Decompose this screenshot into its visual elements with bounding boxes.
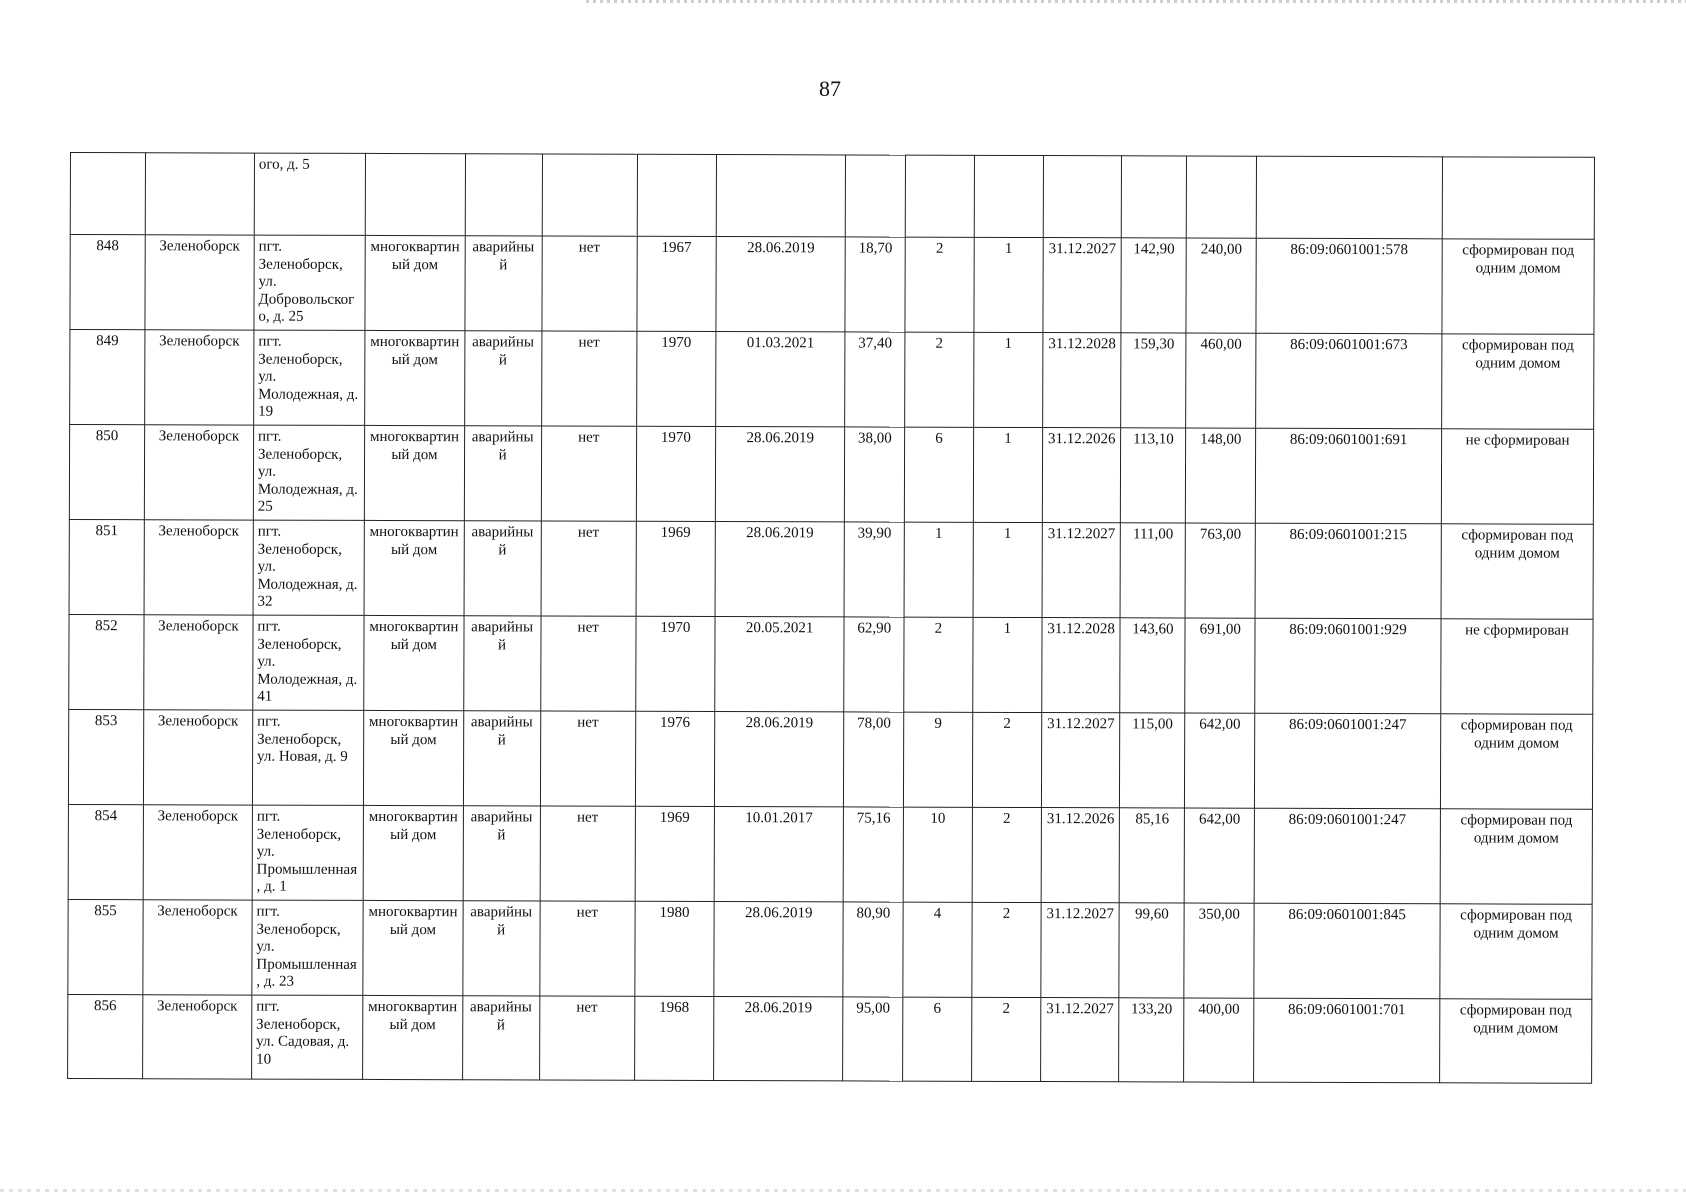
cell-row-number: 850: [69, 425, 144, 520]
cell-settlement: Зеленоборск: [143, 710, 252, 805]
cell-floors: 2: [971, 902, 1041, 997]
cell-house-type: многоквартиный дом: [364, 520, 464, 615]
cell-settlement: Зеленоборск: [143, 900, 252, 995]
cell-land-status: сформирован под одним домом: [1440, 999, 1592, 1083]
cell-row-number: 854: [68, 804, 143, 899]
cell-total-area: [1121, 156, 1186, 238]
cell-house-type: многоквартиный дом: [364, 710, 464, 805]
cell-land-area: 400,00: [1184, 998, 1254, 1082]
cell-floors: 1: [973, 332, 1043, 427]
cell-house-type: многоквартиный дом: [363, 900, 463, 995]
cell-land-area: 148,00: [1186, 428, 1256, 523]
cell-area: 38,00: [845, 427, 905, 522]
cell-area: 75,16: [843, 807, 903, 902]
scan-artifact-bottom: [0, 1189, 1686, 1192]
cell-residents: 10: [903, 807, 972, 902]
cell-flag: нет: [541, 331, 636, 426]
cell-row-number: 856: [68, 994, 143, 1078]
cell-floors: 2: [971, 997, 1041, 1081]
cell-total-area: 142,90: [1121, 238, 1187, 333]
cell-resettlement-date: [1043, 156, 1121, 238]
table-row: [69, 614, 1593, 714]
cell-cadastral-number: 86:09:0601001:215: [1255, 523, 1441, 619]
cell-address: пгт. Зеленоборск, ул. Новая, д. 9: [252, 710, 364, 805]
cell-resettlement-date: 31.12.2027: [1041, 903, 1119, 998]
table-row: [70, 330, 1594, 430]
cell-flag: нет: [539, 901, 634, 996]
cell-condition: аварийный: [464, 426, 541, 521]
cell-row-number: 855: [68, 899, 143, 994]
cell-recognition-date: 28.06.2019: [714, 712, 844, 807]
cell-cadastral-number: 86:09:0601001:247: [1254, 808, 1440, 904]
cell-resettlement-date: 31.12.2028: [1042, 618, 1120, 713]
cell-address: пгт. Зеленоборск, ул. Молодежная, д. 32: [253, 520, 365, 615]
cell-land-area: 642,00: [1185, 713, 1255, 808]
cell-residents: 4: [903, 902, 972, 997]
table-row: [68, 899, 1592, 999]
housing-table: [67, 152, 1595, 1084]
cell-house-type: многоквартиный дом: [363, 995, 463, 1079]
cell-total-area: 133,20: [1119, 998, 1184, 1082]
cell-resettlement-date: 31.12.2026: [1042, 428, 1120, 523]
cell-land-area: 691,00: [1185, 618, 1255, 713]
table-row: [70, 153, 1594, 240]
cell-area: 62,90: [844, 617, 904, 712]
cell-house-type: многоквартиный дом: [365, 425, 465, 520]
cell-floors: 1: [973, 427, 1043, 522]
cell-area: [846, 155, 906, 237]
cell-residents: 6: [905, 427, 974, 522]
cell-flag: нет: [540, 711, 635, 806]
cell-settlement: Зеленоборск: [145, 235, 254, 330]
cell-settlement: Зеленоборск: [144, 520, 253, 615]
cell-year-built: 1970: [636, 616, 715, 711]
cell-floors: [974, 155, 1044, 237]
cell-land-area: [1187, 156, 1257, 238]
cell-land-area: 460,00: [1186, 333, 1256, 428]
cell-land-status: не сформирован: [1441, 619, 1593, 714]
cell-year-built: 1969: [635, 806, 714, 901]
cell-land-status: не сформирован: [1441, 429, 1593, 524]
table-row: [69, 519, 1593, 619]
cell-recognition-date: 10.01.2017: [714, 807, 844, 902]
cell-year-built: 1980: [635, 901, 714, 996]
cell-land-area: 240,00: [1186, 238, 1256, 333]
cell-land-area: 642,00: [1185, 808, 1255, 903]
cell-residents: 2: [905, 237, 974, 332]
cell-residents: 9: [904, 712, 973, 807]
cell-residents: [905, 155, 974, 237]
cell-condition: [465, 154, 542, 236]
cell-address: пгт. Зеленоборск, ул. Молодежная, д. 41: [253, 615, 365, 710]
table-row: [68, 709, 1592, 809]
cell-land-area: 350,00: [1184, 903, 1254, 998]
cell-address: пгт. Зеленоборск, ул. Молодежная, д. 19: [254, 330, 366, 425]
cell-recognition-date: 28.06.2019: [715, 522, 845, 617]
cell-land-status: [1442, 157, 1594, 239]
cell-flag: нет: [540, 616, 635, 711]
cell-area: 95,00: [843, 997, 903, 1081]
cell-total-area: 111,00: [1120, 523, 1186, 618]
cell-resettlement-date: 31.12.2027: [1041, 998, 1119, 1082]
cell-settlement: Зеленоборск: [143, 805, 252, 900]
cell-cadastral-number: 86:09:0601001:673: [1256, 333, 1442, 429]
cell-total-area: 159,30: [1121, 333, 1187, 428]
cell-condition: аварийный: [462, 901, 539, 996]
cell-recognition-date: 28.06.2019: [715, 427, 845, 522]
cell-settlement: [145, 153, 254, 235]
cell-settlement: Зеленоборск: [142, 995, 251, 1079]
cell-residents: 2: [904, 617, 973, 712]
cell-recognition-date: 01.03.2021: [716, 332, 846, 427]
table-body: [68, 153, 1595, 1084]
cell-house-type: многоквартиный дом: [365, 330, 465, 425]
cell-floors: 2: [972, 807, 1042, 902]
cell-row-number: 848: [70, 235, 145, 330]
table-container: [67, 152, 1595, 1084]
cell-address: пгт. Зеленоборск, ул. Добровольского, д. 25: [254, 235, 366, 330]
cell-house-type: многоквартиный дом: [363, 805, 463, 900]
cell-cadastral-number: 86:09:0601001:845: [1254, 903, 1440, 999]
cell-resettlement-date: 31.12.2027: [1042, 523, 1120, 618]
cell-total-area: 115,00: [1120, 713, 1186, 808]
cell-condition: аварийный: [464, 331, 541, 426]
cell-year-built: 1968: [634, 996, 713, 1080]
scan-artifact-top: [586, 0, 1686, 3]
cell-cadastral-number: 86:09:0601001:691: [1255, 428, 1441, 524]
cell-cadastral-number: 86:09:0601001:929: [1255, 618, 1441, 714]
cell-cadastral-number: [1256, 156, 1442, 239]
cell-land-status: сформирован под одним домом: [1440, 714, 1592, 809]
cell-total-area: 143,60: [1120, 618, 1186, 713]
cell-condition: аварийный: [463, 711, 540, 806]
cell-flag: нет: [541, 426, 636, 521]
table-row: [70, 235, 1594, 335]
cell-house-type: [365, 153, 465, 235]
cell-total-area: 99,60: [1119, 903, 1185, 998]
cell-flag: [542, 154, 637, 236]
cell-cadastral-number: 86:09:0601001:701: [1254, 998, 1440, 1083]
cell-address: пгт. Зеленоборск, ул. Молодежная, д. 25: [253, 425, 365, 520]
cell-year-built: 1970: [636, 331, 715, 426]
cell-year-built: [637, 154, 716, 236]
cell-year-built: 1976: [635, 711, 714, 806]
cell-cadastral-number: 86:09:0601001:247: [1254, 713, 1440, 809]
cell-year-built: 1970: [636, 426, 715, 521]
cell-residents: 6: [903, 997, 972, 1081]
cell-resettlement-date: 31.12.2026: [1041, 808, 1119, 903]
cell-resettlement-date: 31.12.2027: [1042, 713, 1120, 808]
cell-land-status: сформирован под одним домом: [1440, 904, 1592, 999]
cell-address: пгт. Зеленоборск, ул. Садовая, д. 10: [252, 995, 363, 1079]
cell-address: пгт. Зеленоборск, ул. Промышленная, д. 1: [252, 805, 364, 900]
cell-area: 78,00: [844, 712, 904, 807]
cell-row-number: 851: [69, 519, 144, 614]
cell-address: ого, д. 5: [254, 153, 365, 235]
cell-condition: аварийный: [463, 616, 540, 711]
cell-total-area: 113,10: [1121, 428, 1187, 523]
page-number: 87: [819, 76, 841, 101]
cell-residents: 2: [905, 332, 974, 427]
cell-recognition-date: [716, 155, 846, 237]
cell-floors: 1: [973, 522, 1043, 617]
cell-flag: нет: [541, 521, 636, 616]
cell-condition: аварийный: [465, 236, 542, 331]
cell-year-built: 1967: [637, 236, 716, 331]
cell-land-status: сформирован под одним домом: [1440, 809, 1592, 904]
cell-flag: нет: [542, 236, 637, 331]
cell-land-status: сформирован под одним домом: [1441, 524, 1593, 619]
cell-residents: 1: [904, 522, 973, 617]
cell-settlement: Зеленоборск: [144, 425, 253, 520]
cell-row-number: 849: [70, 330, 145, 425]
cell-flag: нет: [540, 806, 635, 901]
cell-floors: 2: [972, 712, 1042, 807]
cell-land-status: сформирован под одним домом: [1442, 334, 1594, 429]
cell-flag: нет: [539, 996, 634, 1080]
cell-condition: аварийный: [463, 806, 540, 901]
cell-row-number: 852: [69, 614, 144, 709]
cell-house-type: многоквартиный дом: [364, 615, 464, 710]
cell-recognition-date: 28.06.2019: [714, 902, 844, 997]
table-row: [69, 425, 1593, 525]
cell-area: 18,70: [845, 237, 905, 332]
table-row: [68, 804, 1592, 904]
cell-area: 80,90: [843, 902, 903, 997]
cell-recognition-date: 20.05.2021: [715, 617, 845, 712]
cell-year-built: 1969: [636, 521, 715, 616]
cell-recognition-date: 28.06.2019: [716, 237, 846, 332]
cell-floors: 1: [974, 237, 1044, 332]
cell-resettlement-date: 31.12.2028: [1043, 333, 1121, 428]
cell-floors: 1: [972, 617, 1042, 712]
cell-condition: аварийный: [462, 996, 539, 1080]
cell-condition: аварийный: [464, 521, 541, 616]
table-row: [68, 994, 1592, 1083]
cell-house-type: многоквартиный дом: [365, 235, 465, 330]
cell-area: 39,90: [844, 522, 904, 617]
cell-row-number: [70, 153, 145, 235]
cell-land-area: 763,00: [1185, 523, 1255, 618]
cell-recognition-date: 28.06.2019: [714, 997, 844, 1081]
cell-total-area: 85,16: [1119, 808, 1185, 903]
cell-land-status: сформирован под одним домом: [1442, 239, 1594, 334]
cell-settlement: Зеленоборск: [144, 615, 253, 710]
cell-address: пгт. Зеленоборск, ул. Промышленная, д. 23: [252, 900, 364, 995]
cell-row-number: 853: [68, 709, 143, 804]
cell-area: 37,40: [845, 332, 905, 427]
cell-settlement: Зеленоборск: [145, 330, 254, 425]
cell-resettlement-date: 31.12.2027: [1043, 238, 1121, 333]
cell-cadastral-number: 86:09:0601001:578: [1256, 238, 1442, 334]
